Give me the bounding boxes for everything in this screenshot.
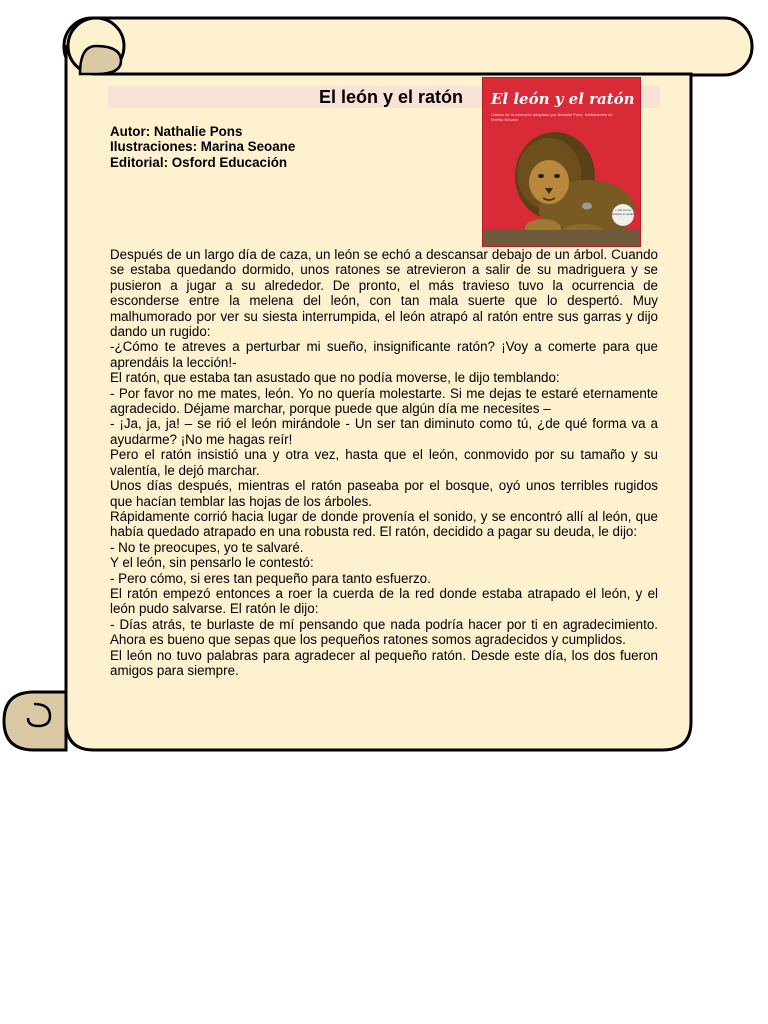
story-body (110, 247, 658, 678)
credits-block (110, 124, 410, 170)
story-paragraph: Y el león, sin pensarlo le contestó: (110, 555, 314, 571)
cover-cd-badge: + CD con la versión en audio (612, 204, 634, 226)
story-paragraph: - ¡Ja, ja, ja! – se rió el león mirándole - Un ser tan diminuto como tú, ¿de qué forma va a ayudarme? ¡No me hagas reír! (110, 416, 658, 447)
illustrations-line: Ilustraciones: Marina Seoane (110, 139, 296, 155)
story-paragraph: Rápidamente corrió hacia lugar de donde provenía el sonido, y se encontró allí al león, que había quedado atrapado en una robusta red. El ratón, decidido a pagar su deuda, le dijo: (110, 508, 658, 540)
story-paragraph: - Por favor no me mates, león. Yo no quería molestarte. Si me dejas te estaré eternamente agradecido. Déjame marchar, porque puede que algún día me necesites – (110, 385, 658, 417)
cover-title: El león y el ratón (491, 90, 635, 108)
book-cover-image (483, 78, 640, 246)
publisher-line: Editorial: Osford Educación (110, 154, 288, 170)
story-paragraph: El ratón, que estaba tan asustado que no podía moverse, le dijo temblando: (110, 370, 560, 386)
scroll-bottom-roll (4, 692, 66, 750)
story-paragraph: - Días atrás, te burlaste de mí pensando que nada podría hacer por ti en agradecimiento. Ahora es bueno que sepas que los pequeños ratones somos agradecidos y cumplidos. (110, 616, 658, 648)
scroll-top-curl-inner (80, 46, 121, 74)
story-paragraph: - No te preocupes, yo te salvaré. (110, 539, 304, 555)
scroll-top-roll (64, 18, 752, 75)
cover-subtitle: Clásico de la colección adaptado por Nathalie Pons. Ilustraciones de Marina Seoane (491, 112, 613, 122)
story-paragraph: El ratón empezó entonces a roer la cuerda de la red donde estaba atrapado el león, y el león pudo salvarse. El ratón le dijo: (110, 585, 658, 617)
story-paragraph: El león no tuvo palabras para agradecer al pequeño ratón. Desde este día, los dos fueron amigos para siempre. (110, 647, 658, 678)
author-line: Autor: Nathalie Pons (110, 124, 243, 139)
story-paragraph: - Pero cómo, si eres tan pequeño para tanto esfuerzo. (110, 570, 431, 586)
story-paragraph: Pero el ratón insistió una y otra vez, hasta que el león, conmovido por su tamaño y su valentía, le dejó marchar. (110, 447, 658, 478)
story-paragraph: Después de un largo día de caza, un león se echó a descansar debajo de un árbol. Cuando se estaba quedando dormido, unos ratones se atrevieron a salir de su madriguera y se pusieron a jugar a su alrededor. De pronto, el más travieso tuvo la ocurrencia de esconderse entre la melena del león, con tan mala suerte que lo despertó. Muy malhumorado por ver su siesta interrumpida, el león atrapó al ratón entre sus garras y dijo dando un rugido: (110, 247, 658, 340)
story-title: El león y el ratón (318, 87, 464, 107)
story-paragraph: -¿Cómo te atreves a perturbar mi sueño, insignificante ratón? ¡Voy a comerte para que aprendáis la lección!- (110, 339, 658, 370)
story-paragraph: Unos días después, mientras el ratón paseaba por el bosque, oyó unos terribles rugidos que hacían temblar las hojas de los árboles. (110, 478, 658, 509)
